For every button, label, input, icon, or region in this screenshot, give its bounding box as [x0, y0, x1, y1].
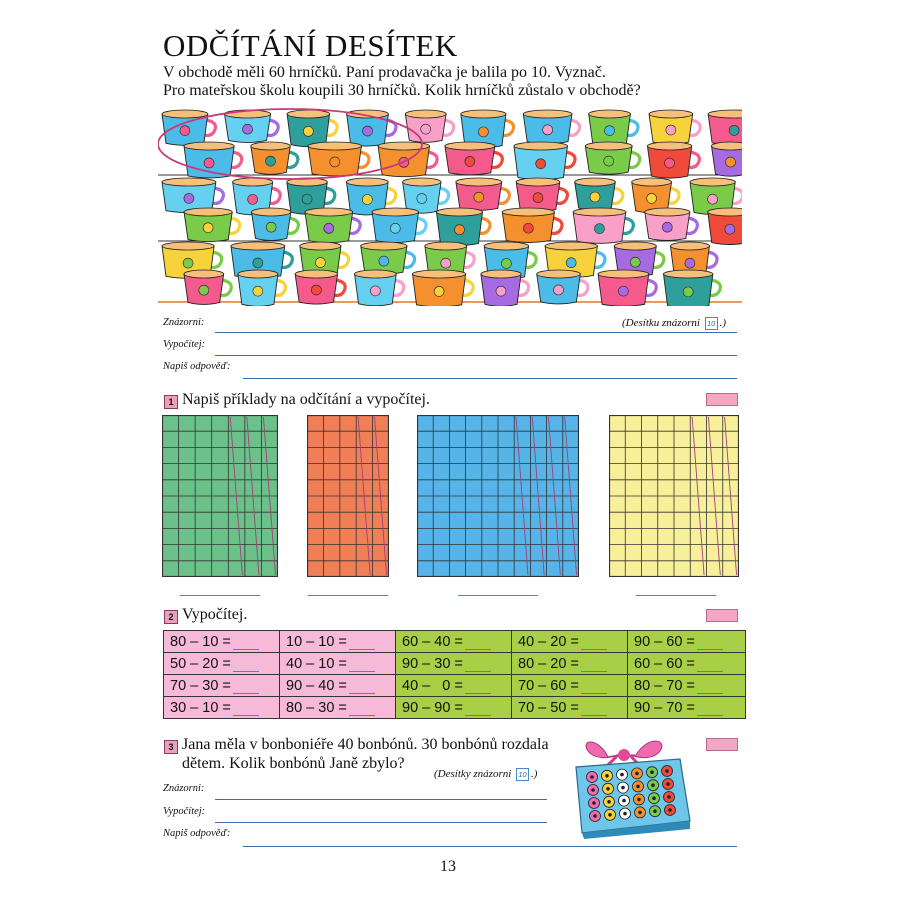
answer-blank[interactable] — [697, 635, 723, 650]
exercise-expression: 60 – 40 = — [402, 633, 463, 650]
exercise-expression: 80 – 20 = — [518, 655, 579, 672]
exercise-expression: 40 – 10 = — [286, 655, 347, 672]
answer-blank[interactable] — [233, 701, 259, 716]
exercise-cell — [280, 631, 396, 653]
exercise-row — [164, 653, 746, 675]
answer-blank[interactable] — [233, 679, 259, 694]
exercise-cell — [164, 675, 280, 697]
cups-illustration — [158, 104, 742, 306]
exercise-cell — [280, 697, 396, 719]
exercise-expression: 90 – 70 = — [634, 699, 695, 716]
grid-answer-line-4[interactable] — [636, 595, 716, 596]
answer-blank[interactable] — [581, 679, 607, 694]
exercise-table — [163, 630, 746, 719]
exercise-cell — [396, 697, 512, 719]
exercise-expression: 80 – 10 = — [170, 633, 231, 650]
exercise-cell — [396, 653, 512, 675]
bonbon-box-illustration — [568, 735, 694, 839]
note-tens-1: (Desítku znázorni 10 .) — [622, 317, 727, 330]
exercise-expression: 40 – 20 = — [518, 633, 579, 650]
answer-blank[interactable] — [697, 657, 723, 672]
task1-score-box[interactable] — [706, 393, 738, 406]
write-label: Napiš odpověď: — [163, 361, 231, 372]
answer-blank[interactable] — [349, 657, 375, 672]
exercise-expression: 90 – 40 = — [286, 677, 347, 694]
exercise-cell — [396, 675, 512, 697]
exercise-row — [164, 697, 746, 719]
exercise-expression: 70 – 30 = — [170, 677, 231, 694]
exercise-cell — [280, 653, 396, 675]
exercise-expression: 40 – 0 = — [402, 677, 463, 694]
answer-blank[interactable] — [465, 657, 491, 672]
exercise-cell — [280, 675, 396, 697]
answer-blank[interactable] — [465, 635, 491, 650]
answer-blank[interactable] — [697, 701, 723, 716]
answer-blank[interactable] — [233, 657, 259, 672]
answer-blank[interactable] — [465, 679, 491, 694]
exercise-cell — [628, 675, 746, 697]
calc-line[interactable] — [215, 355, 737, 356]
exercise-row — [164, 675, 746, 697]
exercise-expression: 50 – 20 = — [170, 655, 231, 672]
write-line-3[interactable] — [243, 846, 737, 847]
exercise-cell — [164, 631, 280, 653]
answer-blank[interactable] — [349, 701, 375, 716]
grid-answer-line-1[interactable] — [180, 595, 260, 596]
answer-blank[interactable] — [581, 657, 607, 672]
show-line[interactable] — [215, 332, 737, 333]
exercise-expression: 90 – 90 = — [402, 699, 463, 716]
intro-line-1: V obchodě měli 60 hrníčků. Paní prodavačka je balila po 10. Vyznač. — [163, 64, 606, 81]
exercise-row — [164, 631, 746, 653]
exercise-expression: 80 – 70 = — [634, 677, 695, 694]
task2-text: Vypočítej. — [182, 606, 248, 623]
task3-line-2: dětem. Kolik bonbónů Janě zbylo? — [182, 755, 405, 772]
page-number: 13 — [440, 858, 456, 875]
calc-label: Vypočítej: — [163, 339, 206, 350]
write-label-3: Napiš odpověď: — [163, 828, 231, 839]
task1-text: Napiš příklady na odčítání a vypočítej. — [182, 391, 430, 408]
grid-yellow — [609, 415, 739, 577]
ten-badge-icon: 10 — [516, 768, 529, 781]
exercise-expression: 10 – 10 = — [286, 633, 347, 650]
grid-answer-line-2[interactable] — [308, 595, 388, 596]
exercise-expression: 70 – 60 = — [518, 677, 579, 694]
answer-blank[interactable] — [581, 635, 607, 650]
exercise-expression: 70 – 50 = — [518, 699, 579, 716]
exercise-expression: 90 – 30 = — [402, 655, 463, 672]
task3-score-box[interactable] — [706, 738, 738, 751]
task3-line-1: Jana měla v bonboniéře 40 bonbónů. 30 bonbónů rozdala — [182, 736, 549, 753]
grid-green — [162, 415, 278, 577]
grid-blue — [417, 415, 579, 577]
show-line-3[interactable] — [215, 799, 547, 800]
ten-badge-icon: 10 — [705, 317, 718, 330]
exercise-cell — [512, 653, 628, 675]
grid-orange — [307, 415, 389, 577]
answer-blank[interactable] — [233, 635, 259, 650]
exercise-expression: 60 – 60 = — [634, 655, 695, 672]
answer-blank[interactable] — [697, 679, 723, 694]
calc-line-3[interactable] — [215, 822, 547, 823]
page-title: ODČÍTÁNÍ DESÍTEK — [163, 28, 458, 63]
answer-blank[interactable] — [349, 679, 375, 694]
exercise-cell — [396, 631, 512, 653]
exercise-cell — [512, 631, 628, 653]
exercise-cell — [512, 697, 628, 719]
exercise-cell — [164, 653, 280, 675]
note-tens-3: (Desítky znázorni 10 .) — [434, 768, 538, 781]
exercise-cell — [628, 653, 746, 675]
task2-number: 2 — [164, 610, 178, 624]
calc-label-3: Vypočítej: — [163, 806, 206, 817]
answer-blank[interactable] — [465, 701, 491, 716]
exercise-cell — [164, 697, 280, 719]
task3-number: 3 — [164, 740, 178, 754]
exercise-cell — [628, 631, 746, 653]
show-label-3: Znázorni: — [163, 783, 205, 794]
answer-blank[interactable] — [349, 635, 375, 650]
show-label: Znázorni: — [163, 317, 205, 328]
exercise-expression: 90 – 60 = — [634, 633, 695, 650]
intro-line-2: Pro mateřskou školu koupili 30 hrníčků. Kolik hrníčků zůstalo v obchodě? — [163, 82, 641, 99]
task2-score-box[interactable] — [706, 609, 738, 622]
exercise-cell — [512, 675, 628, 697]
grid-answer-line-3[interactable] — [458, 595, 538, 596]
write-line[interactable] — [243, 378, 737, 379]
task1-number: 1 — [164, 395, 178, 409]
exercise-cell — [628, 697, 746, 719]
exercise-expression: 30 – 10 = — [170, 699, 231, 716]
answer-blank[interactable] — [581, 701, 607, 716]
exercise-expression: 80 – 30 = — [286, 699, 347, 716]
